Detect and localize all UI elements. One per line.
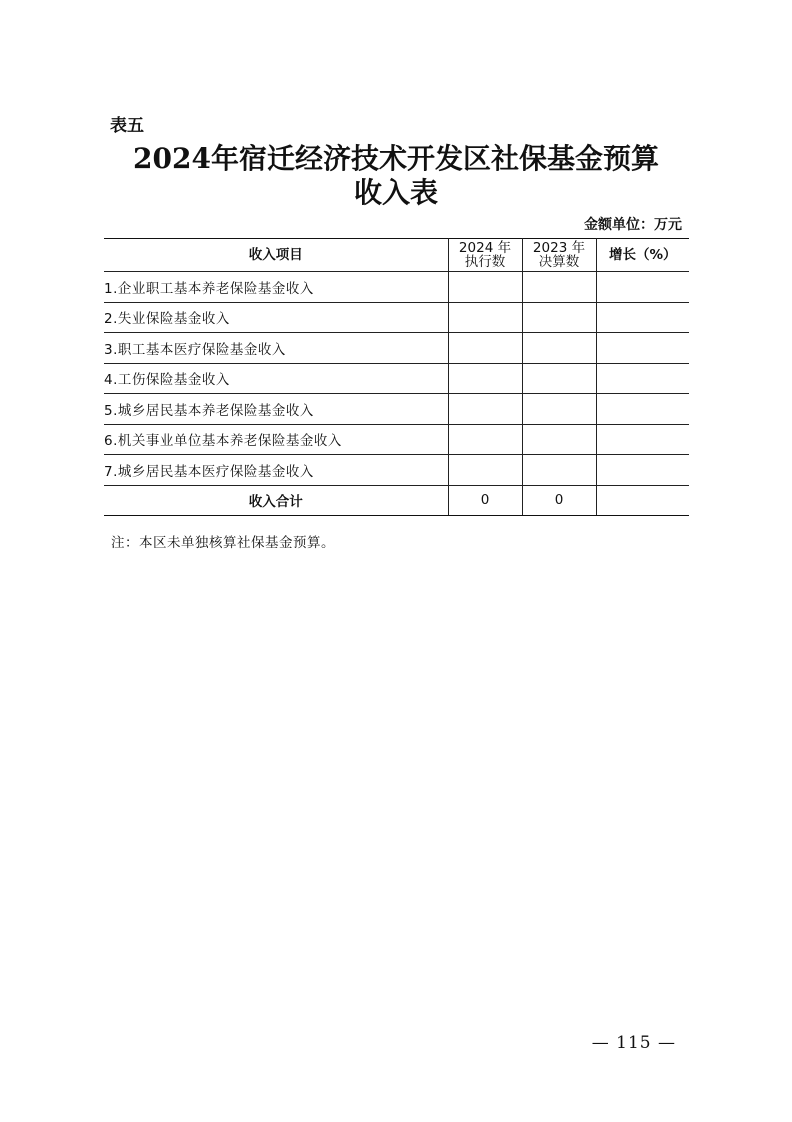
total-growth [596, 485, 689, 516]
header-2024-year: 2024 年 [458, 240, 512, 256]
row-label: 5.城乡居民基本养老保险基金收入 [104, 394, 448, 425]
cell-final [522, 394, 596, 425]
table-row [104, 363, 689, 394]
cell-growth [596, 424, 689, 455]
cell-final [522, 363, 596, 394]
row-label: 7.城乡居民基本医疗保险基金收入 [104, 455, 448, 486]
footnote: 注：本区未单独核算社保基金预算。 [111, 535, 335, 551]
document-title: 2024年宿迁经济技术开发区社保基金预算 [133, 142, 659, 175]
header-execution-amount: 执行数 [464, 254, 506, 270]
total-label: 收入合计 [104, 485, 448, 516]
header-income-item: 收入项目 [104, 239, 448, 272]
cell-execution [448, 424, 522, 455]
cell-growth [596, 455, 689, 486]
cell-growth [596, 333, 689, 364]
cell-growth [596, 272, 689, 303]
header-2023-year: 2023 年 [532, 240, 586, 256]
header-2024-execution [448, 239, 522, 272]
table-row [104, 302, 689, 333]
table-row [104, 455, 689, 486]
row-label: 4.工伤保险基金收入 [104, 363, 448, 394]
document-title-line2: 收入表 [353, 176, 438, 209]
total-row [104, 485, 689, 516]
amount-unit-label: 金额单位：万元 [584, 217, 682, 233]
row-label: 1.企业职工基本养老保险基金收入 [104, 272, 448, 303]
table-row [104, 394, 689, 425]
cell-execution [448, 333, 522, 364]
cell-execution [448, 455, 522, 486]
cell-execution [448, 272, 522, 303]
total-execution: 0 [448, 485, 522, 516]
row-label: 6.机关事业单位基本养老保险基金收入 [104, 424, 448, 455]
header-2023-final [522, 239, 596, 272]
cell-execution [448, 302, 522, 333]
header-growth-percent: 增长（%） [596, 239, 689, 272]
row-label: 2.失业保险基金收入 [104, 302, 448, 333]
row-label: 3.职工基本医疗保险基金收入 [104, 333, 448, 364]
page-number: — 115 — [591, 1033, 676, 1053]
header-final-amount: 决算数 [538, 254, 580, 270]
table-row [104, 333, 689, 364]
table-number-label: 表五 [110, 116, 144, 136]
table-row [104, 272, 689, 303]
cell-final [522, 455, 596, 486]
budget-income-table [104, 238, 689, 516]
cell-final [522, 302, 596, 333]
cell-execution [448, 394, 522, 425]
cell-final [522, 424, 596, 455]
cell-growth [596, 302, 689, 333]
table-header-row [104, 239, 689, 272]
table-row [104, 424, 689, 455]
total-final: 0 [522, 485, 596, 516]
cell-growth [596, 394, 689, 425]
cell-final [522, 333, 596, 364]
cell-growth [596, 363, 689, 394]
cell-execution [448, 363, 522, 394]
cell-final [522, 272, 596, 303]
